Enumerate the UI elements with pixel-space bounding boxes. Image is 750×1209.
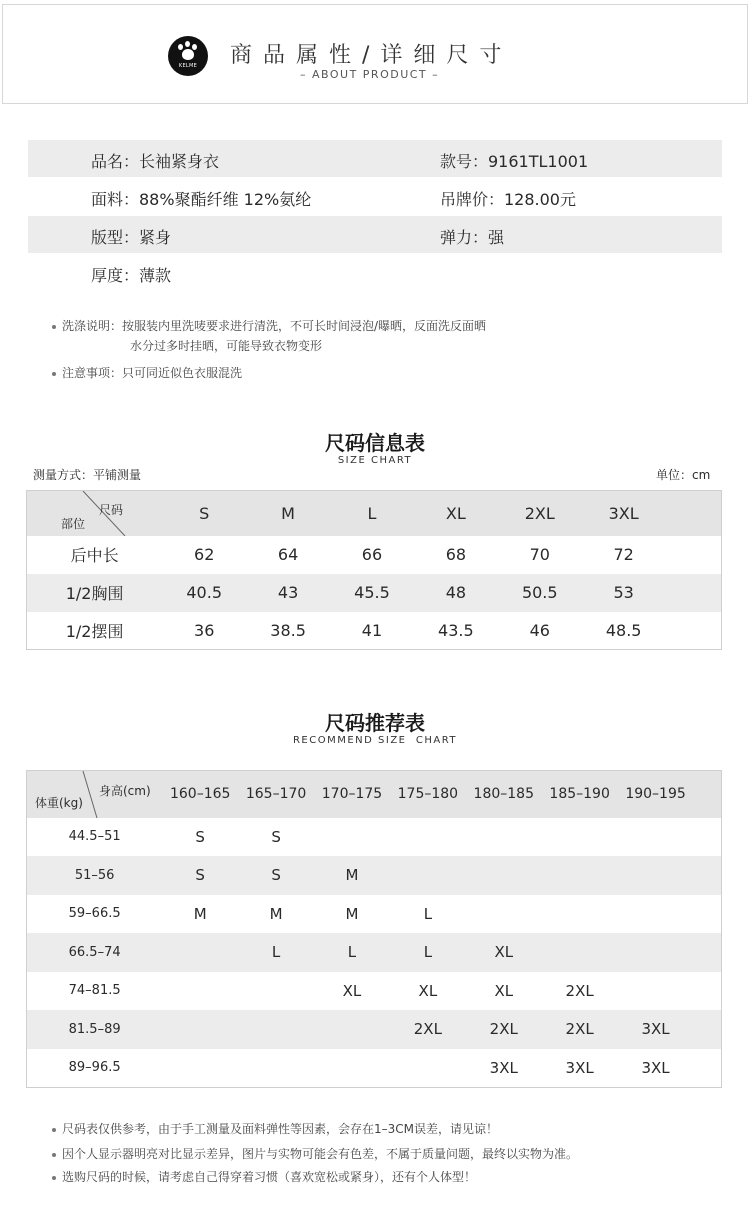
- recommend-cell: [238, 1049, 314, 1088]
- recommend-cell: 3XL: [641, 1058, 670, 1077]
- recommend-cell: [466, 895, 542, 934]
- size-cell: 48.5: [605, 620, 642, 640]
- spacer-cell: [693, 1049, 721, 1088]
- recommend-row: [27, 933, 722, 972]
- footer-note: [52, 1168, 476, 1185]
- spacer-cell: [666, 612, 722, 650]
- recommend-row: [27, 856, 722, 895]
- height-header: 175–180: [397, 786, 459, 803]
- recommend-cell: [238, 972, 314, 1011]
- size-chart-table: [26, 490, 722, 650]
- wash-label: 洗涤说明：: [62, 319, 123, 333]
- size-header: XL: [445, 503, 466, 523]
- size-cell: 41: [361, 620, 383, 640]
- wash-note: [52, 317, 486, 334]
- recommend-cell: L: [271, 943, 281, 962]
- recommend-cell: [162, 1010, 238, 1049]
- recommend-cell: L: [423, 904, 433, 923]
- attribute-row: [28, 178, 722, 215]
- recommend-cell: [162, 1049, 238, 1088]
- spacer-cell: [693, 933, 721, 972]
- recommend-cell: XL: [494, 943, 514, 962]
- attribute-row: [28, 216, 722, 253]
- size-cell: 66: [361, 545, 383, 564]
- size-cell: 53: [613, 583, 634, 602]
- size-header-row: [27, 491, 722, 536]
- recommend-cell: [618, 933, 694, 972]
- size-cell: 68: [445, 545, 467, 564]
- spacer-cell: [666, 491, 722, 536]
- recommend-row: [27, 818, 722, 857]
- page-subtitle: – ABOUT PRODUCT –: [300, 68, 440, 81]
- recommend-cell: 2XL: [413, 1020, 442, 1039]
- height-header: 160–165: [169, 786, 231, 803]
- size-header: L: [367, 503, 377, 523]
- size-row-part: 1/2胸围: [65, 584, 124, 603]
- size-cell: 72: [613, 545, 634, 564]
- size-row: [27, 536, 722, 574]
- recommend-cell: 2XL: [565, 1020, 594, 1039]
- spacer-cell: [693, 895, 721, 934]
- height-header: 170–175: [321, 786, 383, 803]
- footer-note-text: 尺码表仅供参考，由于手工测量及面料弹性等因素，会存在1–3CM误差，请见谅！: [62, 1122, 499, 1136]
- bullet-icon: [52, 1153, 56, 1157]
- recommend-cell: L: [423, 943, 433, 962]
- size-row-part: 1/2摆围: [65, 621, 124, 641]
- size-cell: 46: [529, 620, 550, 640]
- recommend-cell: [542, 895, 618, 934]
- footer-note: [52, 1145, 578, 1162]
- spacer-cell: [693, 856, 721, 895]
- wash-note-continued: 水分过多时挂晒，可能导致衣物变形: [130, 339, 323, 353]
- recommend-cell: S: [195, 866, 205, 885]
- size-row: [27, 574, 722, 612]
- recommend-cell: 3XL: [565, 1058, 594, 1077]
- size-chart-subtitle: SIZE CHART: [337, 455, 413, 466]
- caution-label: 注意事项：: [62, 366, 123, 380]
- recommend-cell: [314, 1049, 390, 1088]
- attribute-thickness: 厚度：薄款: [91, 266, 172, 285]
- recommend-cell: [162, 933, 238, 972]
- diagonal-divider: [27, 491, 163, 536]
- recommend-cell: 3XL: [641, 1020, 670, 1039]
- spacer-cell: [693, 972, 721, 1011]
- size-row-part: 后中长: [70, 546, 119, 565]
- recommend-cell: S: [271, 866, 281, 885]
- brand-logo-text: KELME: [178, 63, 198, 69]
- recommend-cell: [542, 933, 618, 972]
- corner-part-label: 部位: [61, 517, 86, 531]
- attribute-row: [28, 140, 722, 177]
- recommend-cell: M: [269, 904, 283, 923]
- recommend-cell: S: [271, 827, 281, 846]
- weight-range: 81.5–89: [68, 1021, 121, 1037]
- size-cell: 64: [277, 545, 299, 564]
- recommend-cell: [466, 856, 542, 895]
- recommend-corner-cell: [27, 771, 163, 818]
- bullet-icon: [52, 1176, 56, 1180]
- size-cell: 48: [445, 583, 467, 602]
- recommend-cell: XL: [418, 981, 438, 1000]
- size-row: [27, 612, 722, 650]
- footer-note-text: 选购尺码的时候，请考虑自己得穿着习惯（喜欢宽松或紧身），还有个人体型！: [62, 1170, 477, 1184]
- attribute-row: [28, 254, 722, 291]
- measure-method: 测量方式：平铺测量: [33, 468, 142, 482]
- recommend-cell: XL: [494, 981, 514, 1000]
- attribute-elasticity: 弹力：强: [440, 228, 505, 247]
- size-header: 2XL: [524, 503, 555, 523]
- caution-note: [52, 364, 242, 381]
- size-cell: 43.5: [438, 620, 474, 640]
- attribute-fabric: 面料：88%聚酯纤维 12%氨纶: [91, 190, 312, 209]
- size-cell: 38.5: [270, 620, 306, 640]
- size-header: S: [199, 503, 210, 523]
- footer-note: [52, 1120, 498, 1137]
- weight-range: 74–81.5: [68, 983, 121, 999]
- size-cell: 62: [194, 545, 215, 564]
- bullet-icon: [52, 372, 56, 376]
- page-title: 商品属性/详细尺寸: [230, 43, 513, 68]
- recommend-cell: M: [345, 904, 359, 923]
- recommend-cell: [542, 818, 618, 857]
- size-corner-cell: [27, 491, 163, 536]
- recommend-cell: [390, 818, 466, 857]
- size-header: M: [281, 503, 295, 523]
- wash-text: 按服装内里洗唛要求进行清洗，不可长时间浸泡/曝晒，反面洗反面晒: [122, 319, 487, 333]
- bullet-icon: [52, 325, 56, 329]
- recommend-cell: [618, 818, 694, 857]
- attribute-code: 款号：9161TL1001: [440, 152, 589, 171]
- corner-size-label: 尺码: [99, 503, 124, 517]
- size-header: 3XL: [608, 503, 639, 523]
- recommend-cell: L: [347, 943, 357, 962]
- recommend-cell: [542, 856, 618, 895]
- attribute-name: 品名：长袖紧身衣: [91, 152, 220, 171]
- recommend-row: [27, 1049, 722, 1088]
- height-header: 185–190: [549, 786, 610, 803]
- recommend-cell: [162, 972, 238, 1011]
- recommend-chart-table: [26, 770, 722, 1088]
- size-cell: 36: [194, 620, 215, 640]
- recommend-cell: 2XL: [489, 1020, 518, 1039]
- spacer-cell: [666, 574, 722, 612]
- recommend-cell: [314, 818, 390, 857]
- weight-range: 89–96.5: [68, 1060, 121, 1075]
- recommend-cell: [390, 1049, 466, 1088]
- corner-weight-label: 体重(kg): [35, 796, 83, 810]
- recommend-cell: [618, 972, 694, 1011]
- size-cell: 40.5: [186, 583, 222, 602]
- spacer-cell: [693, 1010, 721, 1049]
- recommend-cell: [314, 1010, 390, 1049]
- recommend-chart-title: 尺码推荐表: [325, 711, 425, 735]
- recommend-row: [27, 895, 722, 934]
- recommend-cell: [390, 856, 466, 895]
- recommend-cell: M: [193, 904, 207, 923]
- recommend-cell: [618, 895, 694, 934]
- corner-height-label: 身高(cm): [99, 784, 151, 798]
- footer-note-text: 因个人显示器明亮对比显示差异，图片与实物可能会有色差，不属于质量问题，最终以实物为准。: [62, 1147, 579, 1161]
- weight-range: 59–66.5: [68, 906, 121, 922]
- recommend-cell: [238, 1010, 314, 1049]
- size-cell: 45.5: [354, 583, 390, 602]
- bullet-icon: [52, 1128, 56, 1132]
- recommend-cell: M: [345, 866, 359, 885]
- spacer-cell: [693, 771, 721, 818]
- unit-label: 单位：cm: [656, 468, 711, 482]
- height-header: 190–195: [625, 786, 686, 803]
- height-header: 180–185: [473, 786, 534, 803]
- recommend-cell: 3XL: [489, 1058, 518, 1077]
- recommend-row: [27, 1010, 722, 1049]
- caution-text: 只可同近似色衣服混洗: [122, 366, 243, 380]
- height-header: 165–170: [245, 786, 307, 803]
- attribute-fit: 版型：紧身: [91, 228, 172, 247]
- spacer-cell: [666, 536, 722, 574]
- weight-range: 51–56: [74, 867, 115, 883]
- weight-range: 66.5–74: [68, 944, 121, 960]
- recommend-chart-subtitle: RECOMMEND SIZE CHART: [292, 735, 458, 746]
- height-header-row: [27, 771, 722, 818]
- brand-logo: [168, 36, 208, 76]
- size-cell: 70: [529, 545, 550, 564]
- size-chart-title: 尺码信息表: [325, 431, 425, 455]
- size-cell: 43: [277, 583, 299, 602]
- size-cell: 50.5: [521, 583, 558, 602]
- recommend-cell: XL: [342, 981, 362, 1000]
- attribute-price: 吊牌价：128.00元: [440, 190, 576, 209]
- recommend-row: [27, 972, 722, 1011]
- recommend-cell: 2XL: [565, 981, 594, 1000]
- recommend-cell: [618, 856, 694, 895]
- recommend-cell: [466, 818, 542, 857]
- spacer-cell: [693, 818, 721, 857]
- weight-range: 44.5–51: [68, 829, 121, 845]
- recommend-cell: S: [195, 827, 205, 846]
